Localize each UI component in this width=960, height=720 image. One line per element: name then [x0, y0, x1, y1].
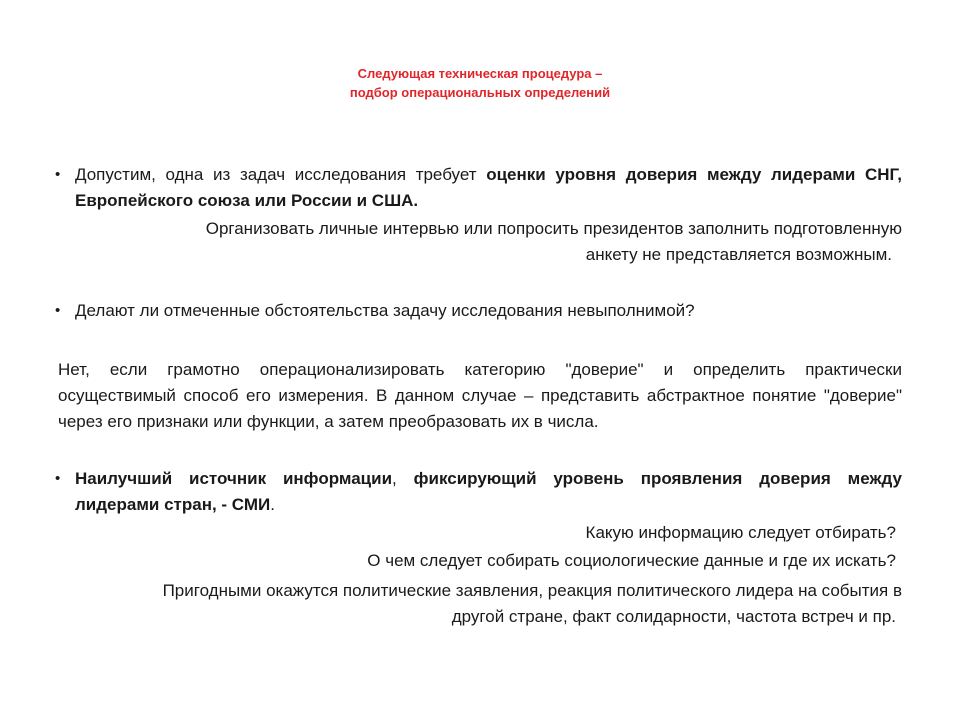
bullet-dot-icon: • — [55, 302, 61, 319]
paragraph-suitable-data — [60, 578, 902, 630]
bullet-item-3 — [55, 466, 902, 518]
bullet-3-plain: , — [392, 469, 414, 488]
bullet-dot-icon: • — [55, 470, 61, 487]
paragraph-interview — [100, 216, 902, 268]
paragraph-suitable-data-line-1: Пригодными окажутся политические заявления, реакция политического лидера на события в — [162, 581, 902, 600]
bullet-3-end: . — [270, 495, 275, 514]
bullet-dot-icon: • — [55, 166, 61, 183]
bullet-item-2 — [55, 298, 902, 324]
paragraph-answer: Нет, если грамотно операционализировать категорию "доверие" и определить практически осуществимый способ его измерения. В данном случае – представить абстрактное понятие "доверие" через его признаки или функции, а затем преобразовать их в числа. — [58, 360, 902, 431]
bullet-1-bold: оценки уровня доверия между лидерами СНГ, Европейского союза или России и США. — [75, 165, 902, 210]
bullet-item-1 — [55, 162, 902, 214]
question-1: Какую информацию следует отбирать? — [585, 523, 896, 542]
bullet-1-text — [75, 162, 902, 214]
bullet-2-text: Делают ли отмеченные обстоятельства задачу исследования невыполнимой? — [75, 301, 695, 320]
paragraph-interview-line-1: Организовать личные интервью или попросить президентов заполнить подготовленную — [205, 219, 902, 238]
title-line-1: Следующая техническая процедура – — [357, 66, 603, 81]
bullet-3-text — [75, 466, 902, 518]
bullet-3-bold-1: Наилучший источник информации — [75, 469, 393, 488]
bullet-1-plain: Допустим, одна из задач исследования требует — [75, 165, 487, 184]
question-2: О чем следует собирать социологические данные и где их искать? — [367, 551, 896, 570]
paragraph-suitable-data-line-2: другой стране, факт солидарности, частота встреч и пр. — [451, 607, 896, 626]
slide-title — [0, 64, 960, 102]
title-line-2: подбор операциональных определений — [349, 85, 611, 100]
paragraph-interview-line-2: анкету не представляется возможным. — [585, 245, 892, 264]
bullet-3-bold-2: фиксирующий уровень проявления доверия между лидерами стран, - СМИ — [75, 469, 902, 514]
